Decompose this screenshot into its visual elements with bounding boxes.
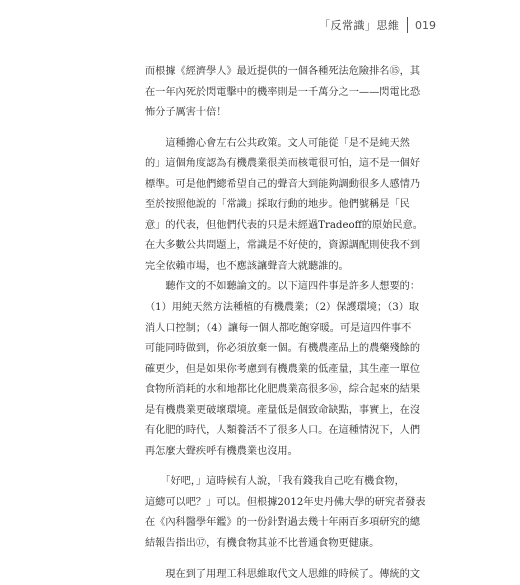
text-line: 現在到了用理工科思維取代文人思維的時候了。傳統的文 bbox=[145, 568, 421, 580]
running-header-title: 「反常識」思維 bbox=[319, 19, 400, 32]
text-line: 確更少，但是如果你考慮到有機農業的低產量，其生產一單位 bbox=[145, 363, 421, 375]
text-line: 在大多數公共問題上，常識是不好使的，資源調配則使我不到 bbox=[145, 240, 421, 252]
text-line: 在一年內死於閃電擊中的機率則是一千萬分之一——閃電比恐 bbox=[145, 86, 421, 98]
page-number: 019 bbox=[415, 18, 436, 32]
text-line: 在《內科醫學年鑑》的一份針對過去幾十年兩百多項研究的總 bbox=[145, 517, 421, 529]
paragraph-5 bbox=[145, 565, 421, 585]
paragraph-4 bbox=[145, 472, 426, 554]
text-line: 至於按照他說的「常識」採取行動的地步。他們號稱是「民 bbox=[145, 199, 410, 211]
text-line: 標準。可是他們總希望自己的聲音大到能夠調動很多人感情乃 bbox=[145, 178, 421, 190]
text-line: 可能同時做到，你必須放棄一個。有機農產品上的農藥殘餘的 bbox=[145, 343, 421, 355]
text-line: 怖分子厲害十倍！ bbox=[145, 107, 227, 119]
text-line: 「好吧，」這時候有人說，「我有錢我自己吃有機食物， bbox=[145, 476, 405, 488]
text-line: 是有機農業更破壞環境。產量低是個致命缺點，事實上，在沒 bbox=[145, 404, 421, 416]
paragraph-3 bbox=[145, 277, 421, 462]
text-line: 這總可以吧？」可以。但根據2012年史丹佛大學的研究者發表 bbox=[145, 496, 426, 508]
body-text bbox=[145, 62, 426, 585]
running-header bbox=[319, 16, 436, 34]
header-divider bbox=[407, 17, 409, 33]
text-line: 聽作文的不如聽論文的。以下這四件事是許多人想要的： bbox=[145, 281, 421, 293]
text-line: 的」這個角度認為有機農業很美而核電很可怕，這不是一個好 bbox=[145, 158, 421, 170]
paragraph-1 bbox=[145, 62, 421, 124]
text-line: 這種擔心會左右公共政策。文人可能從「是不是純天然 bbox=[145, 137, 410, 149]
text-line: 意」的代表，但他們代表的只是未經過Tradeoff的原始民意。 bbox=[145, 219, 423, 231]
text-line: 完全依賴市場，也不應該讓聲音大就聽誰的。 bbox=[145, 260, 349, 272]
text-line: 消人口控制；（4）讓每一個人都吃飽穿暖。可是這四件事不 bbox=[145, 322, 412, 334]
text-line: 結報告指出⑰，有機食物其並不比普通食物更健康。 bbox=[145, 538, 380, 550]
text-line: 而根據《經濟學人》最近提供的一個各種死法危險排名⑮，其 bbox=[145, 66, 421, 77]
paragraph-2 bbox=[145, 134, 423, 278]
text-line: 食物所消耗的水和地都比化肥農業高很多⑯，綜合起來的結果 bbox=[145, 384, 421, 396]
text-line: （1）用純天然方法種植的有機農業；（2）保護環境；（3）取 bbox=[145, 302, 420, 314]
text-line: 再怎麼大聲疾呼有機農業也沒用。 bbox=[145, 445, 298, 457]
text-line: 有化肥的時代，人類養活不了很多人口。在這種情況下，人們 bbox=[145, 425, 421, 437]
